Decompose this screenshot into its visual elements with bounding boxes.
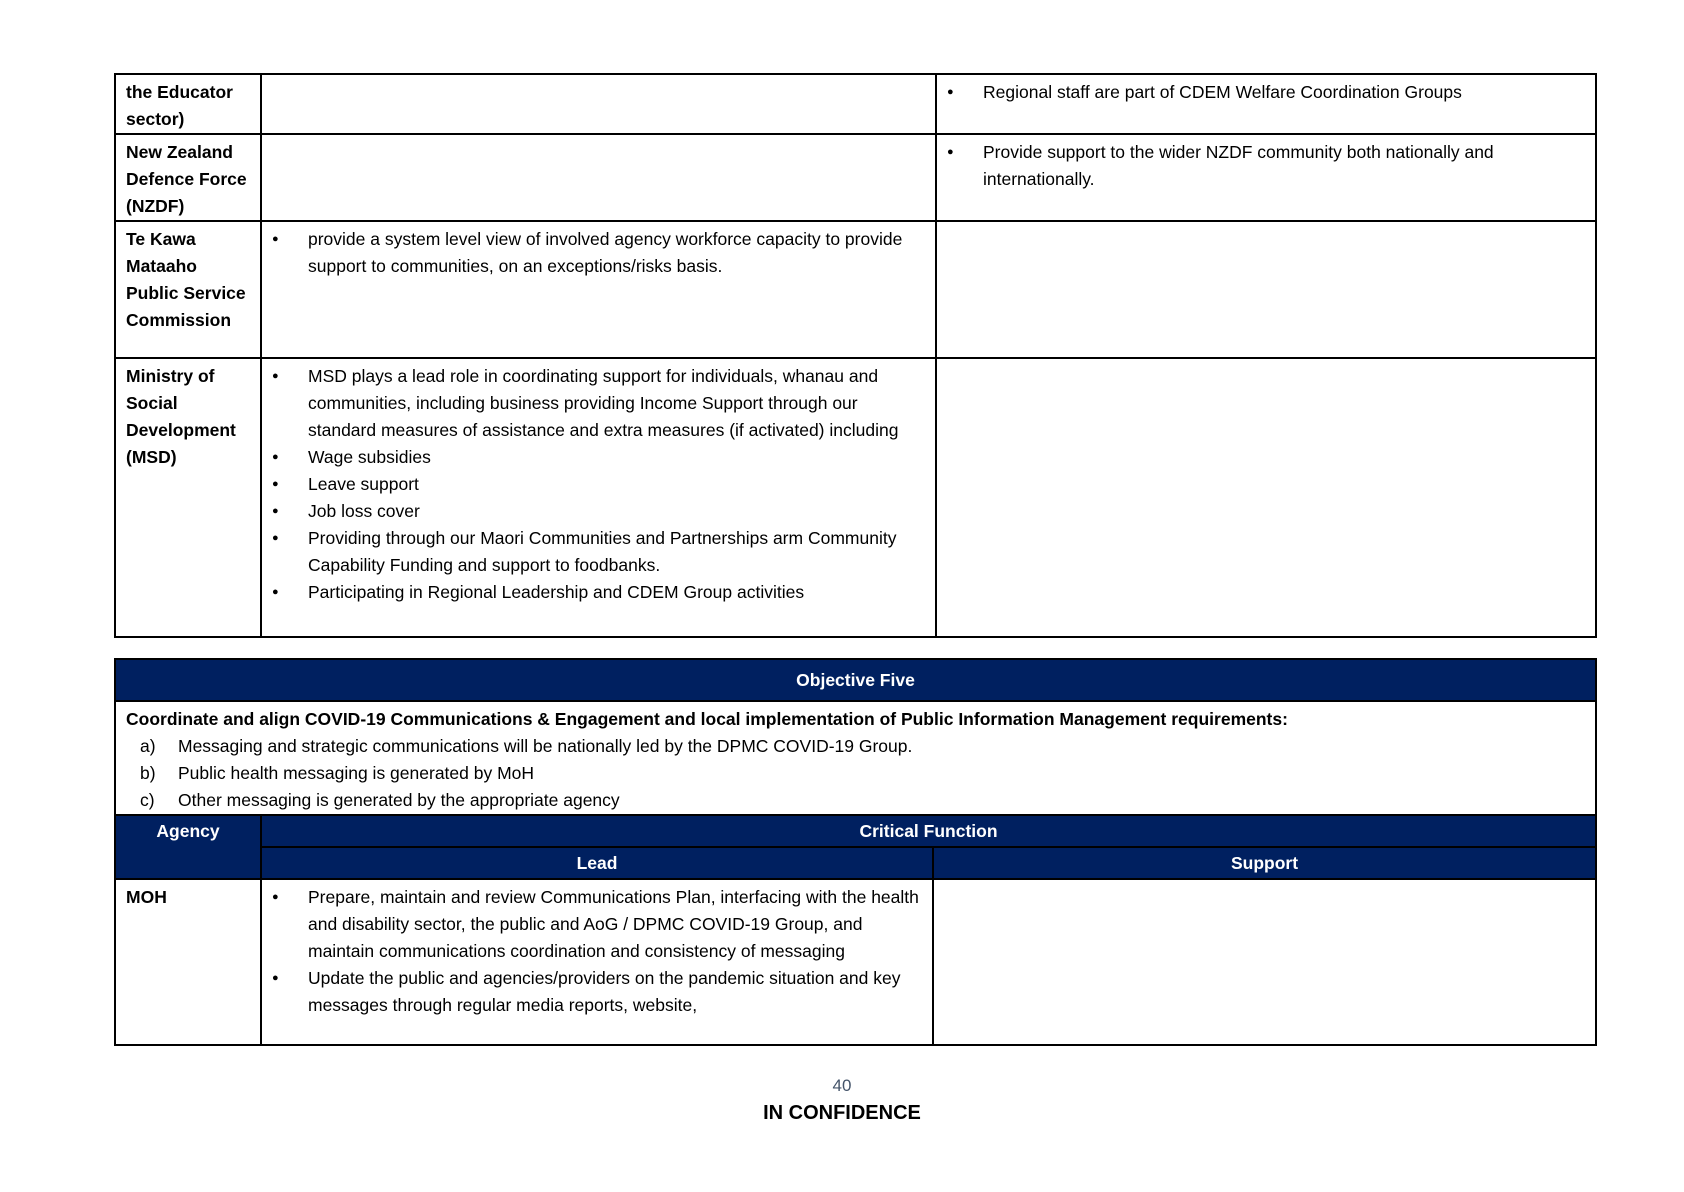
- support-cell: [936, 221, 1596, 358]
- agency-responsibilities-table: [114, 73, 1597, 638]
- header-support: Support: [933, 847, 1596, 879]
- objective-description: [115, 701, 1596, 815]
- support-cell: [933, 879, 1596, 1045]
- agency-cell: the Educator sector): [115, 74, 261, 134]
- page-number: 40: [832, 1076, 852, 1095]
- item-marker: c): [140, 790, 155, 810]
- table-row: [115, 74, 1596, 134]
- table-row: [115, 358, 1596, 637]
- objective-item: [140, 760, 1585, 787]
- objective-item: [140, 733, 1585, 760]
- lead-cell: [261, 221, 936, 358]
- bullet-item: ● Job loss cover: [308, 498, 925, 525]
- objective-intro: Coordinate and align COVID-19 Communications & Engagement and local implementation of Public Information Management requirements:: [126, 709, 1288, 729]
- header-lead: Lead: [261, 847, 933, 879]
- bullet-item: ● Regional staff are part of CDEM Welfare Coordination Groups: [983, 79, 1585, 106]
- item-text: Messaging and strategic communications will be nationally led by the DPMC COVID-19 Group.: [178, 736, 913, 756]
- agency-cell: MOH: [115, 879, 261, 1045]
- agency-cell: New Zealand Defence Force (NZDF): [115, 134, 261, 221]
- bullet-item: ● provide a system level view of involved agency workforce capacity to provide support to communities, on an exceptions/risks basis.: [308, 226, 925, 280]
- table-row: [115, 221, 1596, 358]
- item-text: Other messaging is generated by the appropriate agency: [178, 790, 620, 810]
- objective-five-table: [114, 658, 1597, 1046]
- bullet-item: ● Leave support: [308, 471, 925, 498]
- agency-cell: Ministry of Social Development (MSD): [115, 358, 261, 637]
- item-marker: a): [140, 736, 156, 756]
- bullet-item: ● Provide support to the wider NZDF community both nationally and internationally.: [983, 139, 1585, 193]
- item-text: Public health messaging is generated by MoH: [178, 763, 535, 783]
- objective-items: [126, 733, 1585, 814]
- bullet-item: ● Wage subsidies: [308, 444, 925, 471]
- bullet-item: ● MSD plays a lead role in coordinating support for individuals, whanau and communities, including business providing Income Support through our standard measures of assistance and extra measures (if activated) including: [308, 363, 925, 444]
- bullet-item: ● Providing through our Maori Communities and Partnerships arm Community Capability Funding and support to foodbanks.: [308, 525, 925, 579]
- support-cell: [936, 134, 1596, 221]
- bullet-item: ● Update the public and agencies/providers on the pandemic situation and key messages through regular media reports, website,: [308, 965, 922, 1019]
- table-row: [115, 879, 1596, 1045]
- header-agency: Agency: [115, 815, 261, 879]
- classification-label: IN CONFIDENCE: [763, 1102, 921, 1124]
- bullet-item: ● Prepare, maintain and review Communications Plan, interfacing with the health and disability sector, the public and AoG / DPMC COVID-19 Group, and maintain communications coordination and consistency of messaging: [308, 884, 922, 965]
- item-marker: b): [140, 763, 156, 783]
- lead-cell: [261, 358, 936, 637]
- table-row: [115, 134, 1596, 221]
- bullet-item: ● Participating in Regional Leadership and CDEM Group activities: [308, 579, 925, 606]
- support-cell: [936, 74, 1596, 134]
- lead-cell: [261, 879, 933, 1045]
- lead-cell: [261, 74, 936, 134]
- objective-title: Objective Five: [115, 659, 1596, 701]
- header-critical-function: Critical Function: [261, 815, 1596, 847]
- lead-cell: [261, 134, 936, 221]
- support-cell: [936, 358, 1596, 637]
- objective-item: [140, 787, 1585, 814]
- agency-cell: Te Kawa Mataaho Public Service Commission: [115, 221, 261, 358]
